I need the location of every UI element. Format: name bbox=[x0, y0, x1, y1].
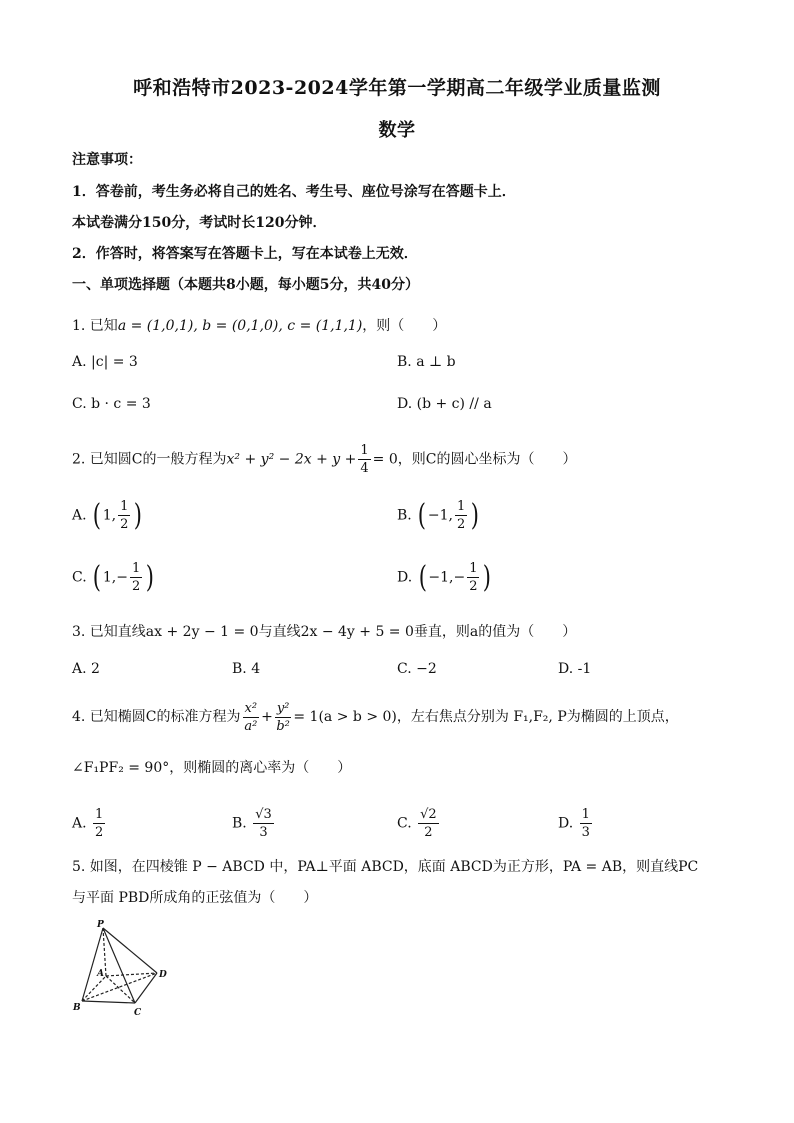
label-b: B bbox=[73, 1003, 81, 1013]
section-heading: 一、单项选择题（本题共8小题，每小题5分，共40分） bbox=[72, 277, 419, 293]
q3-option-b: B. 4 bbox=[232, 661, 261, 677]
q4-option-d: D. $\frac{1}{3}$ bbox=[558, 807, 590, 840]
edge-bd bbox=[82, 973, 157, 1001]
q4-option-c: C. $\frac{√2}{2}$ bbox=[397, 807, 437, 840]
q4-option-b: B. $\frac{√3}{3}$ bbox=[232, 807, 272, 840]
label-d: D bbox=[159, 970, 167, 980]
notice-item-1: 1．答卷前，考生务必将自己的姓名、考生号、座位号涂写在答题卡上． bbox=[72, 184, 516, 200]
edge-pd bbox=[103, 928, 157, 973]
question-1-stem: 1. 已知a = (1,0,1), b = (0,1,0), c = (1,1,1)，则（ ） bbox=[72, 318, 447, 334]
question-4-line-2: ∠F₁PF₂ = 90°，则椭圆的离心率为（ ） bbox=[72, 760, 352, 776]
q3-option-c: C. −2 bbox=[397, 661, 437, 677]
q1-option-b: B. a ⊥ b bbox=[397, 354, 456, 370]
question-2-stem: 2. 已知圆C的一般方程为x² + y² − 2x + y + $\frac{1}{4}$ = 0，则C的圆心坐标为（ ） bbox=[72, 443, 577, 476]
label-c: C bbox=[134, 1008, 142, 1018]
pyramid-figure bbox=[70, 918, 180, 1018]
q4-option-a: A. $\frac{1}{2}$ bbox=[72, 807, 104, 840]
q2-option-d: D. ( −1,− $\frac{1}{2}$ ) bbox=[397, 559, 492, 595]
q2-option-a: A. ( 1, $\frac{1}{2}$ ) bbox=[72, 497, 143, 533]
edge-cd bbox=[135, 973, 157, 1003]
question-3-stem: 3. 已知直线ax + 2y − 1 = 0与直线2x − 4y + 5 = 0垂直，则a的值为（ ） bbox=[72, 624, 577, 640]
edge-bc bbox=[82, 1001, 135, 1003]
q3-option-d: D. -1 bbox=[558, 661, 592, 677]
subject-title: 数学 bbox=[378, 120, 416, 141]
question-4-stem: 4. 已知椭圆C的标准方程为 $\frac{\text{x²}}{\text{a²}}$ + $\frac{\text{y²}}{\text{b²}}$ = 1(a > b > 0)，左右焦点分别为 F₁,F₂, P为椭圆的上顶点， bbox=[72, 700, 679, 734]
edge-ac bbox=[106, 976, 135, 1003]
label-a: A bbox=[97, 969, 104, 979]
q3-option-a: A. 2 bbox=[72, 661, 100, 677]
q1-option-d: D. (b + c) // a bbox=[397, 396, 492, 412]
fraction: $\frac{1}{4}$ bbox=[360, 443, 369, 476]
q1-option-a: A. |c| = 3 bbox=[72, 354, 138, 370]
notice-heading: 注意事项： bbox=[72, 152, 142, 168]
q2-option-c: C. ( 1,− $\frac{1}{2}$ ) bbox=[72, 559, 155, 595]
q1-option-c: C. b · c = 3 bbox=[72, 396, 151, 412]
question-5-line-1: 5. 如图，在四棱锥 P − ABCD 中，PA⊥平面 ABCD，底面 ABCD为正方形，PA = AB，则直线PC bbox=[72, 859, 699, 875]
notice-item-1b: 本试卷满分150分，考试时长120分钟． bbox=[72, 215, 327, 231]
label-p: P bbox=[97, 920, 104, 930]
question-5-line-2: 与平面 PBD所成角的正弦值为（ ） bbox=[72, 890, 318, 906]
q2-option-b: B. ( −1, $\frac{1}{2}$ ) bbox=[397, 497, 480, 533]
exam-title: 呼和浩特市2023-2024学年第一学期高二年级学业质量监测 bbox=[133, 77, 661, 99]
notice-item-2: 2．作答时，将答案写在答题卡上，写在本试卷上无效． bbox=[72, 246, 418, 262]
